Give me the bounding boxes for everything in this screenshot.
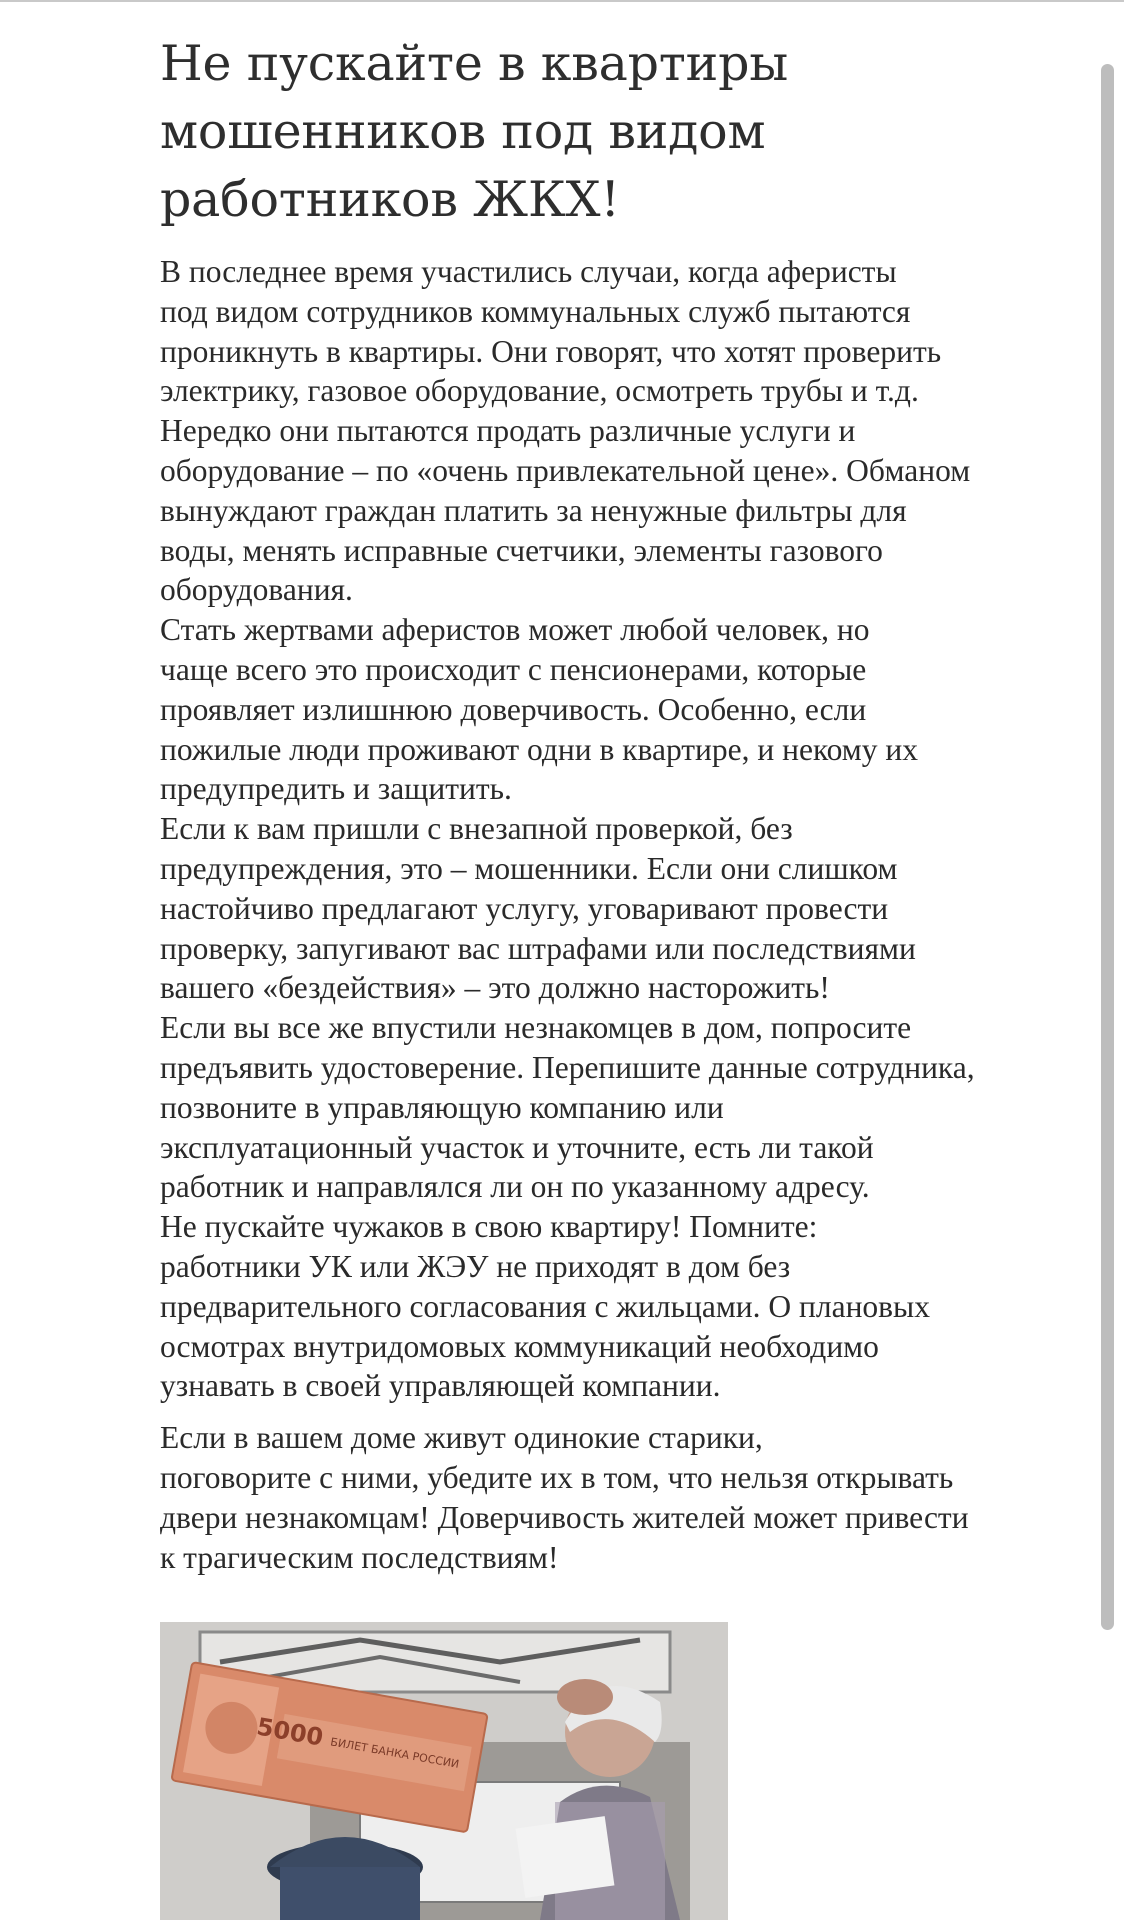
paragraph-gap [160, 1406, 1060, 1418]
banknote-issuer: БИЛЕТ БАНКА РОССИИ [329, 1735, 461, 1771]
article-photo-illustration [160, 1622, 728, 1920]
article [160, 30, 1060, 1577]
banknote-denomination: 5000 [254, 1712, 326, 1752]
article-title: Не пускайте в квартиры мошенников под видом работников ЖКХ! [160, 35, 789, 228]
article-body-main: В последнее время участились случаи, когда аферисты под видом сотрудников коммунальных служб пытаются проникнуть в квартиры. Они говорят, что хотят проверить электрику, газовое оборудование, осмотреть трубы и т.д. Нередко они пытаются продать различные услуги и оборудование – по «очень привлекательной цене». Обманом вынуждают граждан платить за ненужные фильтры для воды, менять исправные счетчики, элементы газового оборудования. Стать жертвами аферистов может любой человек, но чаще всего это происходит с пенсионерами, которые проявляет излишнюю доверчивость. Особенно, если пожилые люди проживают одни в квартире, и некому их предупредить и защитить. Если к вам пришли с внезапной проверкой, без предупреждения, это – мошенники. Если они слишком настойчиво предлагают услугу, уговаривают провести проверку, запугивают вас штрафами или последствиями вашего «бездействия» – это должно насторожить! Если вы все же впустили незнакомцев в дом, попросите предъявить удостоверение. Перепишите данные сотрудника, позвоните в управляющую компанию или эксплуатационный участок и уточните, есть ли такой работник и направлялся ли он по указанному адресу. Не пускайте чужаков в свою квартиру! Помните: работники УК или ЖЭУ не приходят в дом без предварительного согласования с жильцами. О плановых осмотрах внутридомовых коммуникаций необходимо узнавать в своей управляющей компании. [160, 254, 975, 1404]
article-photo [160, 1622, 728, 1920]
scrollbar-thumb[interactable] [1101, 64, 1114, 1630]
top-divider [0, 0, 1124, 2]
article-body-closing: Если в вашем доме живут одинокие старики, поговорите с ними, убедите их в том, что нельзя открывать двери незнакомцам! Доверчивость жителей может привести к трагическим последствиям! [160, 1420, 969, 1575]
